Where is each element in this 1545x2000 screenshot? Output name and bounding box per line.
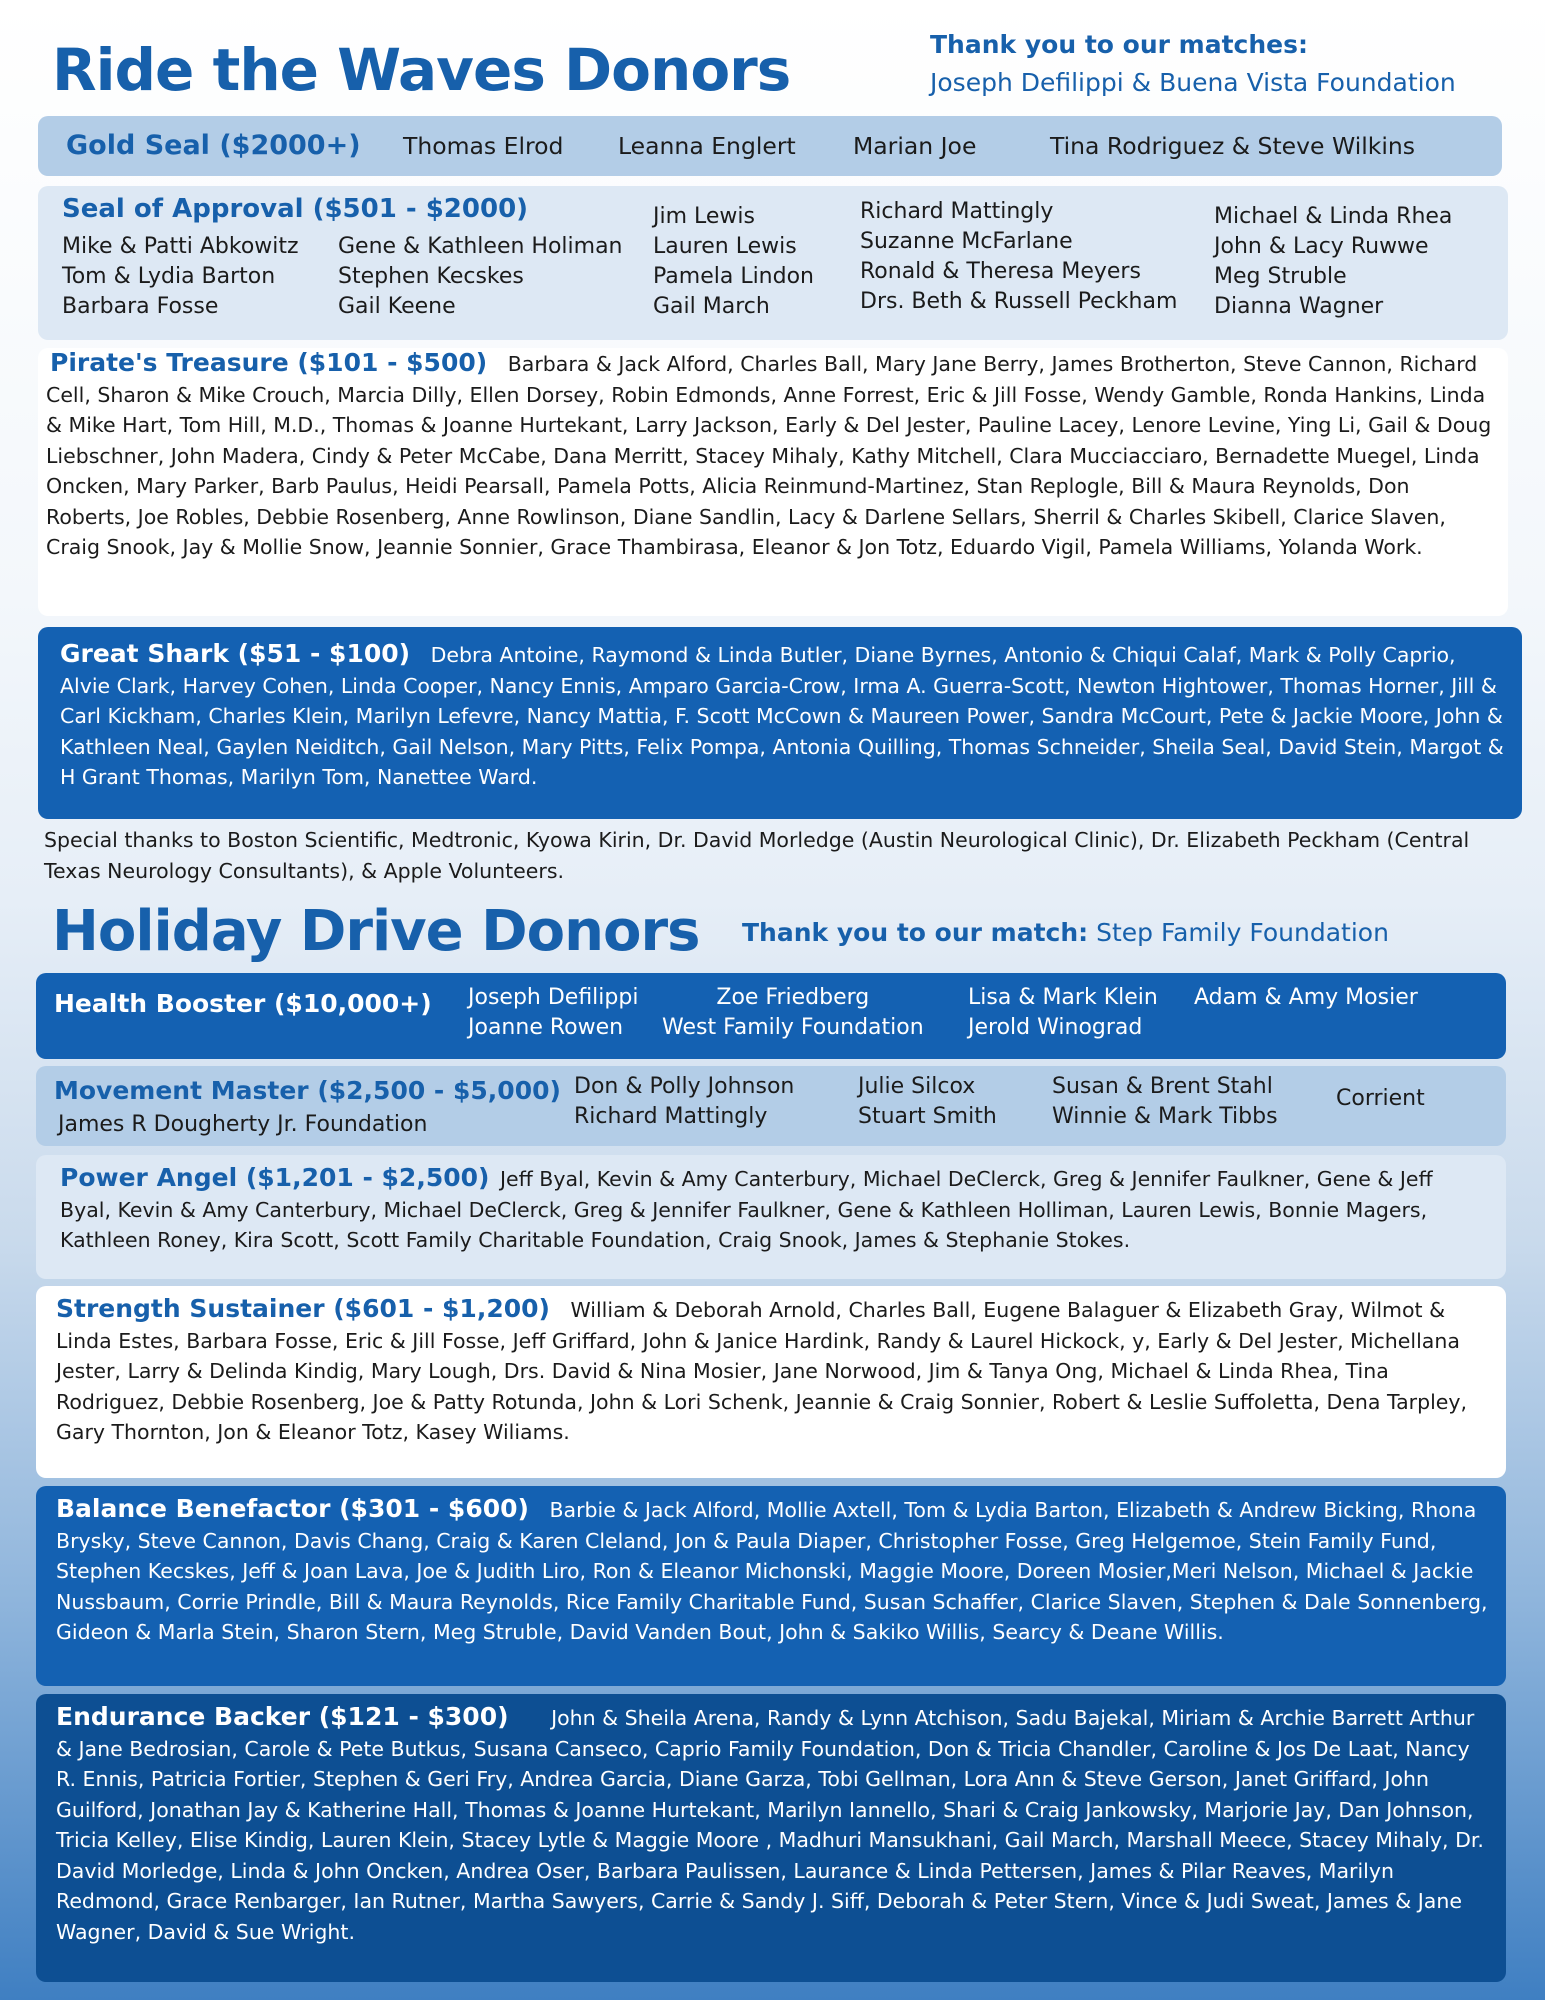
- holiday-match-heading: Thank you to our match:: [742, 918, 1089, 947]
- movement-column-3: [1052, 1072, 1278, 1132]
- great-shark-names: Debra Antoine, Raymond & Linda Butler, Diane Byrnes, Antonio & Chiqui Calaf, Mark & Polly Caprio, Alvie Clark, Harvey Cohen, Linda Cooper, Nancy Ennis, Amparo Garcia-Crow, Irma A. Guerra-Scott, Newton Hightower, Thomas Horner, Jill & Carl Kickham, Charles Klein, Marilyn Lefevre, Nancy Mattia, F. Scott McCown & Maureen Power, Sandra McCourt, Pete & Jackie Moore, John & Kathleen Neal, Gaylen Neiditch, Gail Nelson, Mary Pitts, Felix Pompa, Antonia Quilling, Thomas Schneider, Sheila Seal, David Stein, Margot & H Grant Thomas, Marilyn Tom, Nanettee Ward.: [60, 643, 1504, 789]
- donor-name: Richard Mattingly: [574, 1104, 768, 1129]
- seal-of-approval-label: Seal of Approval ($501 - $2000): [62, 194, 529, 224]
- movement-master-label: Movement Master ($2,500 - $5,000): [54, 1076, 561, 1105]
- donor-name: Barbara Fosse: [62, 294, 219, 319]
- balance-benefactor-text: [56, 1494, 1496, 1648]
- donor-name: Joanne Rowen: [468, 1015, 624, 1040]
- seal-column-5: [1214, 202, 1452, 322]
- pirates-treasure-panel: [38, 348, 1508, 616]
- gold-seal-name: Tina Rodriguez & Steve Wilkins: [1050, 132, 1416, 160]
- special-thanks: Special thanks to Boston Scientific, Medtronic, Kyowa Kirin, Dr. David Morledge (Austin Neurological Clinic), Dr. Elizabeth Peckham (Central Texas Neurology Consultants), & Apple Volunteers.: [44, 828, 1470, 883]
- ride-match-names: Joseph Defilippi & Buena Vista Foundation: [930, 68, 1456, 97]
- donor-name: Gail March: [653, 294, 770, 319]
- donor-name: Drs. Beth & Russell Peckham: [860, 289, 1178, 314]
- donor-name: Lauren Lewis: [653, 234, 797, 259]
- booster-column-4: [1194, 983, 1418, 1013]
- power-angel-text: [60, 1163, 1490, 1256]
- endurance-backer-names: John & Sheila Arena, Randy & Lynn Atchison, Sadu Bajekal, Miriam & Archie Barrett Arthur & Jane Bedrosian, Carole & Pete Butkus, Susana Canseco, Caprio Family Foundation, Don & Tricia Chandler, Caroline & Jos De Laat, Nancy R. Ennis, Patricia Fortier, Stephen & Geri Fry, Andrea Garcia, Diane Garza, Tobi Gellman, Lora Ann & Steve Gerson, Janet Griffard, John Guilford, Jonathan Jay & Katherine Hall, Thomas & Joanne Hurtekant, Marilyn Iannello, Shari & Craig Jankowsky, Marjorie Jay, Dan Johnson, Tricia Kelley, Elise Kindig, Lauren Klein, Stacey Lytle & Maggie Moore , Madhuri Mansukhani, Gail March, Marshall Meece, Stacey Mihaly, Dr. David Morledge, Linda & John Oncken, Andrea Oser, Barbara Paulissen, Laurance & Linda Pettersen, James & Pilar Reaves, Marilyn Redmond, Grace Renbarger, Ian Rutner, Martha Sawyers, Carrie & Sandy J. Siff, Deborah & Peter Stern, Vince & Judi Sweat, James & Jane Wagner, David & Sue Wright.: [56, 1706, 1484, 1944]
- donor-name: Michael & Linda Rhea: [1214, 204, 1453, 229]
- pirates-treasure-names: Barbara & Jack Alford, Charles Ball, Mary Jane Berry, James Brotherton, Steve Cannon, Richard Cell, Sharon & Mike Crouch, Marcia Dilly, Ellen Dorsey, Robin Edmonds, Anne Forrest, Eric & Jill Fosse, Wendy Gamble, Ronda Hankins, Linda & Mike Hart, Tom Hill, M.D., Thomas & Joanne Hurtekant, Larry Jackson, Early & Del Jester, Pauline Lacey, Lenore Levine, Ying Li, Gail & Doug Liebschner, John Madera, Cindy & Peter McCabe, Dana Merritt, Stacey Mihaly, Kathy Mitchell, Clara Mucciacciaro, Bernadette Muegel, Linda Oncken, Mary Parker, Barb Paulus, Heidi Pearsall, Pamela Potts, Alicia Reinmund-Martinez, Stan Replogle, Bill & Maura Reynolds, Don Roberts, Joe Robles, Debbie Rosenberg, Anne Rowlinson, Diane Sandlin, Lacy & Darlene Sellars, Sherril & Charles Skibell, Clarice Slaven, Craig Snook, Jay & Mollie Snow, Jeannie Sonnier, Grace Thambirasa, Eleanor & Jon Totz, Eduardo Vigil, Pamela Williams, Yolanda Work.: [46, 352, 1492, 559]
- endurance-backer-label: Endurance Backer ($121 - $300): [56, 1702, 509, 1731]
- ride-title: Ride the Waves Donors: [52, 36, 791, 104]
- endurance-backer-text: [56, 1702, 1496, 1947]
- donor-name: Gene & Kathleen Holiman: [338, 234, 623, 259]
- donor-name: Stuart Smith: [858, 1104, 997, 1129]
- donor-name: Meg Struble: [1214, 264, 1347, 289]
- seal-column-3: [653, 202, 814, 322]
- donor-name: Tom & Lydia Barton: [62, 264, 276, 289]
- donor-name: Zoe Friedberg: [716, 985, 870, 1010]
- movement-column-1: [574, 1072, 794, 1132]
- donor-name: Lisa & Mark Klein: [968, 985, 1158, 1010]
- gold-seal-name: Leanna Englert: [618, 132, 796, 160]
- holiday-match-names: Step Family Foundation: [1096, 918, 1389, 947]
- donor-name: Joseph Defilippi: [468, 985, 639, 1010]
- donor-name: Don & Polly Johnson: [574, 1074, 795, 1099]
- donor-name: Dianna Wagner: [1214, 294, 1384, 319]
- donor-name: Suzanne McFarlane: [860, 229, 1073, 254]
- booster-column-1: [468, 983, 638, 1043]
- balance-benefactor-label: Balance Benefactor ($301 - $600): [56, 1494, 529, 1523]
- ride-match-heading: Thank you to our matches:: [930, 30, 1308, 59]
- holiday-match-line: [742, 918, 1389, 947]
- movement-column-2: [858, 1072, 997, 1132]
- seal-of-approval-panel: [38, 186, 1508, 340]
- donor-name: West Family Foundation: [662, 1015, 924, 1040]
- donor-name: Adam & Amy Mosier: [1194, 985, 1418, 1010]
- pirates-treasure-label: Pirate's Treasure ($101 - $500): [50, 348, 488, 377]
- donor-name: Stephen Kecskes: [338, 264, 524, 289]
- gold-seal-name: Thomas Elrod: [403, 132, 564, 160]
- donor-name: Jerold Winograd: [968, 1015, 1143, 1040]
- holiday-title: Holiday Drive Donors: [52, 899, 700, 964]
- gold-seal-label: Gold Seal ($2000+): [66, 130, 361, 161]
- booster-column-2: [662, 983, 924, 1043]
- donor-name: James R Dougherty Jr. Foundation: [58, 1112, 428, 1137]
- endurance-backer-panel: [36, 1694, 1506, 1982]
- strength-sustainer-panel: [36, 1286, 1506, 1478]
- gold-seal-panel: [38, 116, 1502, 176]
- pirates-treasure-text: [46, 348, 1496, 563]
- power-angel-label: Power Angel ($1,201 - $2,500): [60, 1163, 490, 1192]
- strength-sustainer-label: Strength Sustainer ($601 - $1,200): [56, 1294, 550, 1323]
- great-shark-label: Great Shark ($51 - $100): [60, 639, 411, 668]
- great-shark-text: [60, 639, 1508, 793]
- donor-name: Richard Mattingly: [860, 199, 1054, 224]
- donor-name: Corrient: [1336, 1086, 1425, 1111]
- seal-column-1: [62, 232, 299, 322]
- balance-benefactor-panel: [36, 1486, 1506, 1686]
- seal-column-4: [860, 197, 1177, 317]
- donor-name: Jim Lewis: [653, 204, 755, 229]
- health-booster-label: Health Booster ($10,000+): [54, 989, 432, 1018]
- seal-column-2: [338, 232, 623, 322]
- gold-seal-name: Marian Joe: [853, 132, 977, 160]
- donor-name: Julie Silcox: [858, 1074, 976, 1099]
- strength-sustainer-names: William & Deborah Arnold, Charles Ball, Eugene Balaguer & Elizabeth Gray, Wilmot & Linda Estes, Barbara Fosse, Eric & Jill Fosse, Jeff Griffard, John & Janice Hardink, Randy & Laurel Hickock, y, Early & Del Jester, Michellana Jester, Larry & Delinda Kindig, Mary Lough, Drs. David & Nina Mosier, Jane Norwood, Jim & Tanya Ong, Michael & Linda Rhea, Tina Rodriguez, Debbie Rosenberg, Joe & Patty Rotunda, John & Lori Schenk, Jeannie & Craig Sonnier, Robert & Leslie Suffoletta, Dena Tarpley, Gary Thornton, Jon & Eleanor Totz, Kasey Wiliams.: [56, 1298, 1468, 1444]
- donor-name: Winnie & Mark Tibbs: [1052, 1104, 1278, 1129]
- power-angel-names: Jeff Byal, Kevin & Amy Canterbury, Michael DeClerck, Greg & Jennifer Faulkner, Gene & Jeff Byal, Kevin & Amy Canterbury, Michael DeClerck, Greg & Jennifer Faulkner, Gene & Kathleen Holliman, Lauren Lewis, Bonnie Magers, Kathleen Roney, Kira Scott, Scott Family Charitable Foundation, Craig Snook, James & Stephanie Stokes.: [60, 1167, 1433, 1252]
- power-angel-panel: [36, 1155, 1506, 1279]
- donor-name: Mike & Patti Abkowitz: [62, 234, 299, 259]
- health-booster-panel: [36, 973, 1506, 1059]
- donor-name: John & Lacy Ruwwe: [1214, 234, 1429, 259]
- donor-name: Ronald & Theresa Meyers: [860, 259, 1141, 284]
- donor-name: Gail Keene: [338, 294, 456, 319]
- donor-name: Susan & Brent Stahl: [1052, 1074, 1273, 1099]
- great-shark-panel: [38, 627, 1522, 819]
- balance-benefactor-names: Barbie & Jack Alford, Mollie Axtell, Tom & Lydia Barton, Elizabeth & Andrew Bicking, Rhona Brysky, Steve Cannon, Davis Chang, Craig & Karen Cleland, Jon & Paula Diaper, Christopher Fosse, Greg Helgemoe, Stein Family Fund, Stephen Kecskes, Jeff & Joan Lava, Joe & Judith Liro, Ron & Eleanor Michonski, Maggie Moore, Doreen Mosier,Meri Nelson, Michael & Jackie Nussbaum, Corrie Prindle, Bill & Maura Reynolds, Rice Family Charitable Fund, Susan Schaffer, Clarice Slaven, Stephen & Dale Sonnenberg, Gideon & Marla Stein, Sharon Stern, Meg Struble, David Vanden Bout, John & Sakiko Willis, Searcy & Deane Willis.: [56, 1498, 1488, 1644]
- booster-column-3: [968, 983, 1158, 1043]
- donor-name: Pamela Lindon: [653, 264, 814, 289]
- movement-master-panel: [36, 1066, 1506, 1146]
- strength-sustainer-text: [56, 1294, 1496, 1448]
